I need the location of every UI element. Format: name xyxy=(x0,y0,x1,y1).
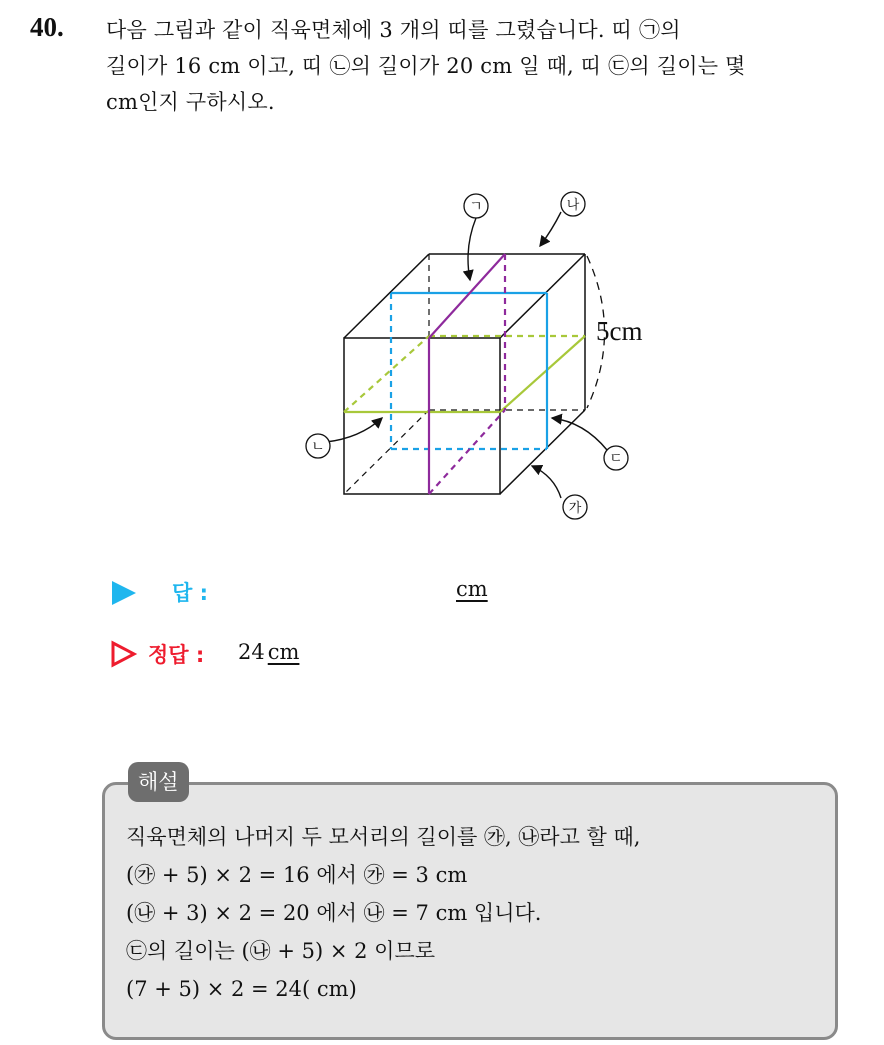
label-digeut xyxy=(604,446,628,470)
question-text xyxy=(106,12,866,120)
svg-text:나: 나 xyxy=(566,198,580,213)
play-icon xyxy=(112,581,136,605)
correct-answer-label: 정답 : xyxy=(148,643,205,667)
label-ga xyxy=(563,495,587,519)
answer-row xyxy=(108,573,608,613)
svg-text:ㄱ: ㄱ xyxy=(469,199,483,215)
cuboid-figure xyxy=(296,186,676,526)
band-giyeok-bottom xyxy=(429,410,505,494)
solution-line: (㉮ + 5) × 2 = 16 에서 ㉮ = 3 cm xyxy=(126,863,468,887)
solution-text xyxy=(126,818,826,1008)
svg-text:ㄴ: ㄴ xyxy=(311,439,325,455)
answer-input-unit[interactable]: cm xyxy=(456,577,488,601)
correct-answer-value: 24 cm xyxy=(238,640,300,664)
solution-line: (7 + 5) × 2 = 24( cm) xyxy=(126,977,357,1001)
svg-text:ㄷ: ㄷ xyxy=(609,451,623,467)
band-digeut xyxy=(391,293,547,449)
band-nieun-left xyxy=(344,336,429,412)
band-giyeok xyxy=(429,254,505,494)
answer-label: 답 : xyxy=(172,581,208,605)
correct-answer-unit: cm xyxy=(267,640,300,664)
question-line-1: 다음 그림과 같이 직육면체에 3 개의 띠를 그렸습니다. 띠 ㉠의 xyxy=(106,18,681,42)
question-line-3: cm인지 구하시오. xyxy=(106,90,275,114)
solution-line: 직육면체의 나머지 두 모서리의 길이를 ㉮, ㉯라고 할 때, xyxy=(126,825,641,849)
label-nieun xyxy=(306,434,330,458)
dimension-label: 5cm xyxy=(596,316,643,346)
question-line-2: 길이가 16 cm 이고, 띠 ㉡의 길이가 20 cm 일 때, 띠 ㉢의 길이는 몇 xyxy=(106,54,746,78)
outline-play-icon xyxy=(110,640,138,668)
svg-text:가: 가 xyxy=(568,501,582,516)
solution-line: ㉢의 길이는 (㉯ + 5) × 2 이므로 xyxy=(126,939,436,963)
band-nieun-right xyxy=(500,336,585,412)
question-number: 40. xyxy=(30,12,64,42)
label-giyeok xyxy=(464,194,488,218)
solution-tag: 해설 xyxy=(128,762,189,802)
label-na xyxy=(561,192,585,216)
band-giyeok-top xyxy=(429,254,505,338)
correct-answer-row xyxy=(108,636,608,676)
band-nieun xyxy=(344,336,585,412)
solution-line: (㉯ + 3) × 2 = 20 에서 ㉯ = 7 cm 입니다. xyxy=(126,901,542,925)
